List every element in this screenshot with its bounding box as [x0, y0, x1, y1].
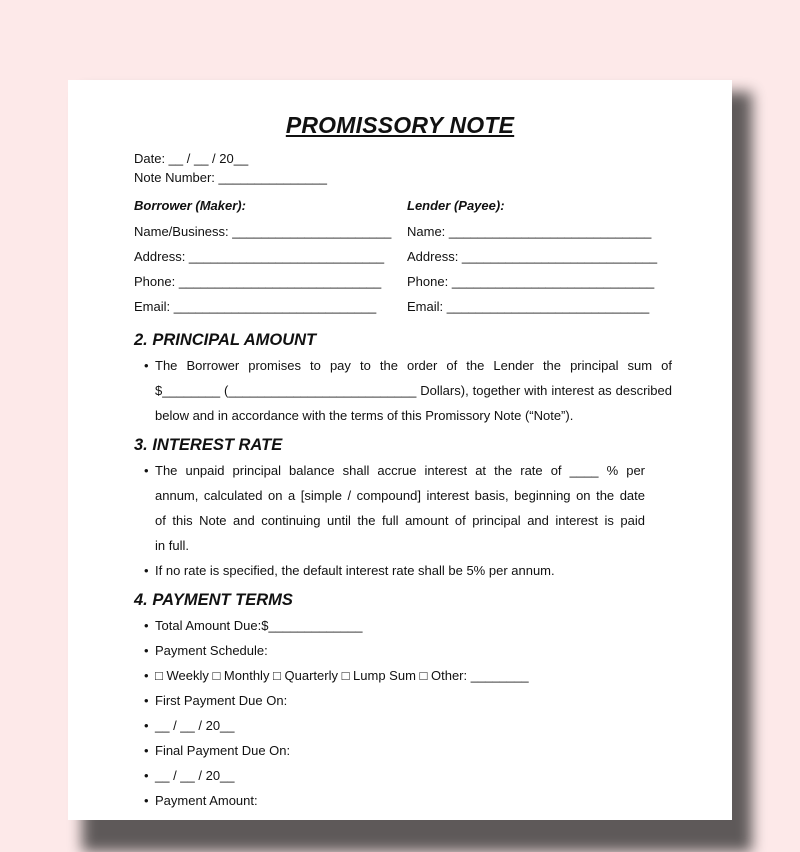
principal-line-1: The Borrower promises to pay to the order of the Lender the principal sum of [155, 358, 672, 373]
borrower-heading: Borrower (Maker): [134, 198, 246, 213]
bullet-icon: • [144, 618, 149, 633]
document-page [68, 80, 732, 820]
section-heading-payment: 4. PAYMENT TERMS [134, 591, 293, 609]
payment-schedule-options[interactable]: □ Weekly □ Monthly □ Quarterly □ Lump Sum □ Other: ________ [155, 668, 529, 683]
interest-line-2: annum, calculated on a [simple / compound] interest basis, beginning on the date [155, 488, 645, 503]
interest-line-4: in full. [155, 538, 189, 553]
bullet-icon: • [144, 743, 149, 758]
bullet-icon: • [144, 643, 149, 658]
bullet-icon: • [144, 463, 149, 478]
date-field[interactable]: Date: __ / __ / 20__ [134, 151, 249, 166]
principal-line-3: below and in accordance with the terms of this Promissory Note (“Note”). [155, 408, 574, 423]
bullet-icon: • [144, 563, 149, 578]
lender-email-field[interactable]: Email: ____________________________ [407, 299, 650, 314]
borrower-name-field[interactable]: Name/Business: ______________________ [134, 224, 392, 239]
bullet-icon: • [144, 768, 149, 783]
page-title: PROMISSORY NOTE [285, 112, 515, 138]
payment-schedule-label: Payment Schedule: [155, 643, 268, 658]
principal-line-2[interactable]: $________ (__________________________ Dollars), together with interest as described [155, 383, 672, 398]
lender-address-field[interactable]: Address: ___________________________ [407, 249, 658, 264]
final-payment-label: Final Payment Due On: [155, 743, 291, 758]
bullet-icon: • [144, 358, 149, 373]
bullet-icon: • [144, 693, 149, 708]
lender-name-field[interactable]: Name: ____________________________ [407, 224, 652, 239]
lender-phone-field[interactable]: Phone: ____________________________ [407, 274, 655, 289]
bullet-icon: • [144, 668, 149, 683]
borrower-phone-field[interactable]: Phone: ____________________________ [134, 274, 382, 289]
interest-line-3: of this Note and continuing until the full amount of principal and interest is paid [155, 513, 645, 528]
section-heading-principal: 2. PRINCIPAL AMOUNT [134, 331, 317, 349]
first-payment-label: First Payment Due On: [155, 693, 288, 708]
section-heading-interest: 3. INTEREST RATE [134, 436, 283, 454]
borrower-email-field[interactable]: Email: ____________________________ [134, 299, 377, 314]
first-payment-date-field[interactable]: __ / __ / 20__ [155, 718, 235, 733]
lender-heading: Lender (Payee): [407, 198, 505, 213]
bullet-icon: • [144, 793, 149, 808]
payment-amount-label: Payment Amount: [155, 793, 258, 808]
interest-line-1[interactable]: The unpaid principal balance shall accrue interest at the rate of ____ % per [155, 463, 645, 478]
interest-default-rate: If no rate is specified, the default interest rate shall be 5% per annum. [155, 563, 555, 578]
total-amount-field[interactable]: Total Amount Due:$_____________ [155, 618, 363, 633]
note-number-field[interactable]: Note Number: _______________ [134, 170, 327, 185]
bullet-icon: • [144, 718, 149, 733]
final-payment-date-field[interactable]: __ / __ / 20__ [155, 768, 235, 783]
borrower-address-field[interactable]: Address: ___________________________ [134, 249, 385, 264]
